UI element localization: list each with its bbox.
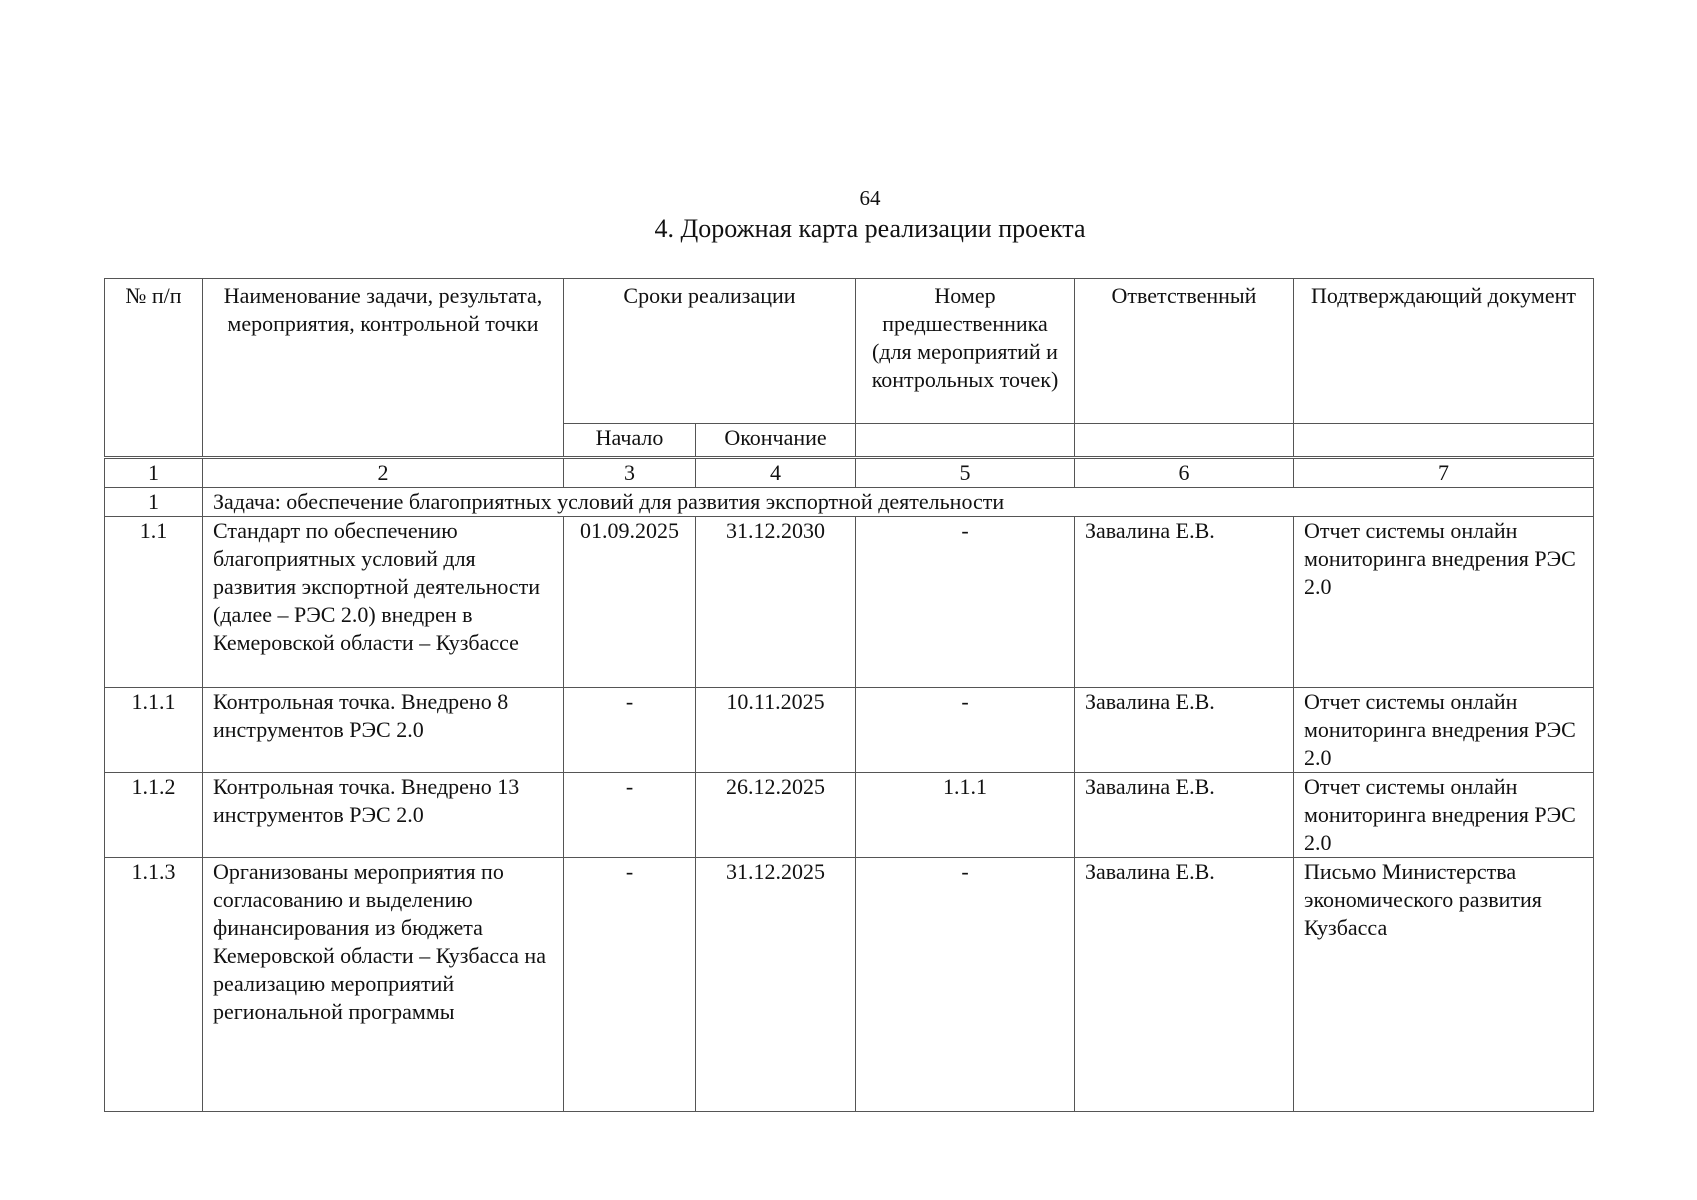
table-row — [105, 858, 1594, 1112]
header-number: № п/п — [105, 279, 203, 457]
header-end: Окончание — [696, 424, 856, 457]
row-responsible: Завалина Е.В. — [1075, 688, 1294, 773]
row-end: 31.12.2030 — [696, 517, 856, 688]
header-start: Начало — [564, 424, 696, 457]
row-predecessor: - — [856, 688, 1075, 773]
column-number: 3 — [564, 459, 696, 488]
row-responsible: Завалина Е.В. — [1075, 773, 1294, 858]
header-name: Наименование задачи, результата, мероприятия, контрольной точки — [203, 279, 564, 457]
table-row — [105, 517, 1594, 688]
row-end: 31.12.2025 — [696, 858, 856, 1112]
table-row — [105, 688, 1594, 773]
column-number: 2 — [203, 459, 564, 488]
column-number: 1 — [105, 459, 203, 488]
row-number: 1.1 — [105, 517, 203, 688]
roadmap-table-header — [104, 278, 1594, 457]
task-text: Задача: обеспечение благоприятных условий для развития экспортной деятельности — [203, 488, 1594, 517]
row-predecessor: 1.1.1 — [856, 773, 1075, 858]
row-document: Отчет системы онлайн мониторинга внедрения РЭС 2.0 — [1294, 688, 1594, 773]
row-responsible: Завалина Е.В. — [1075, 858, 1294, 1112]
header-empty-cell — [1294, 424, 1594, 457]
column-number: 7 — [1294, 459, 1594, 488]
row-name: Контрольная точка. Внедрено 8 инструментов РЭС 2.0 — [203, 688, 564, 773]
row-document: Письмо Министерства экономического развития Кузбасса — [1294, 858, 1594, 1112]
row-start: - — [564, 858, 696, 1112]
row-end: 10.11.2025 — [696, 688, 856, 773]
header-document: Подтверждающий документ — [1294, 279, 1594, 424]
task-row — [105, 488, 1594, 517]
row-end: 26.12.2025 — [696, 773, 856, 858]
row-start: - — [564, 688, 696, 773]
row-start: 01.09.2025 — [564, 517, 696, 688]
row-predecessor: - — [856, 517, 1075, 688]
header-responsible: Ответственный — [1075, 279, 1294, 424]
page-number: 64 — [859, 186, 881, 210]
column-number: 5 — [856, 459, 1075, 488]
row-name: Стандарт по обеспечению благоприятных условий для развития экспортной деятельности (далее – РЭС 2.0) внедрен в Кемеровской области – Кузбассе — [203, 517, 564, 688]
row-name: Организованы мероприятия по согласованию и выделению финансирования из бюджета Кемеровской области – Кузбасса на реализацию мероприятий региональной программы — [203, 858, 564, 1112]
column-number-row — [105, 459, 1594, 488]
page-title: 4. Дорожная карта реализации проекта — [654, 214, 1086, 243]
row-number: 1.1.1 — [105, 688, 203, 773]
row-document: Отчет системы онлайн мониторинга внедрения РЭС 2.0 — [1294, 773, 1594, 858]
row-responsible: Завалина Е.В. — [1075, 517, 1294, 688]
row-predecessor: - — [856, 858, 1075, 1112]
task-number: 1 — [105, 488, 203, 517]
roadmap-table — [104, 458, 1594, 1112]
column-number: 6 — [1075, 459, 1294, 488]
header-empty-cell — [856, 424, 1075, 457]
row-start: - — [564, 773, 696, 858]
header-empty-cell — [1075, 424, 1294, 457]
header-dates: Сроки реализации — [564, 279, 856, 424]
table-row — [105, 773, 1594, 858]
row-document: Отчет системы онлайн мониторинга внедрения РЭС 2.0 — [1294, 517, 1594, 688]
row-number: 1.1.2 — [105, 773, 203, 858]
row-name: Контрольная точка. Внедрено 13 инструментов РЭС 2.0 — [203, 773, 564, 858]
row-number: 1.1.3 — [105, 858, 203, 1112]
column-number: 4 — [696, 459, 856, 488]
header-predecessor: Номер предшественника (для мероприятий и контрольных точек) — [856, 279, 1075, 424]
